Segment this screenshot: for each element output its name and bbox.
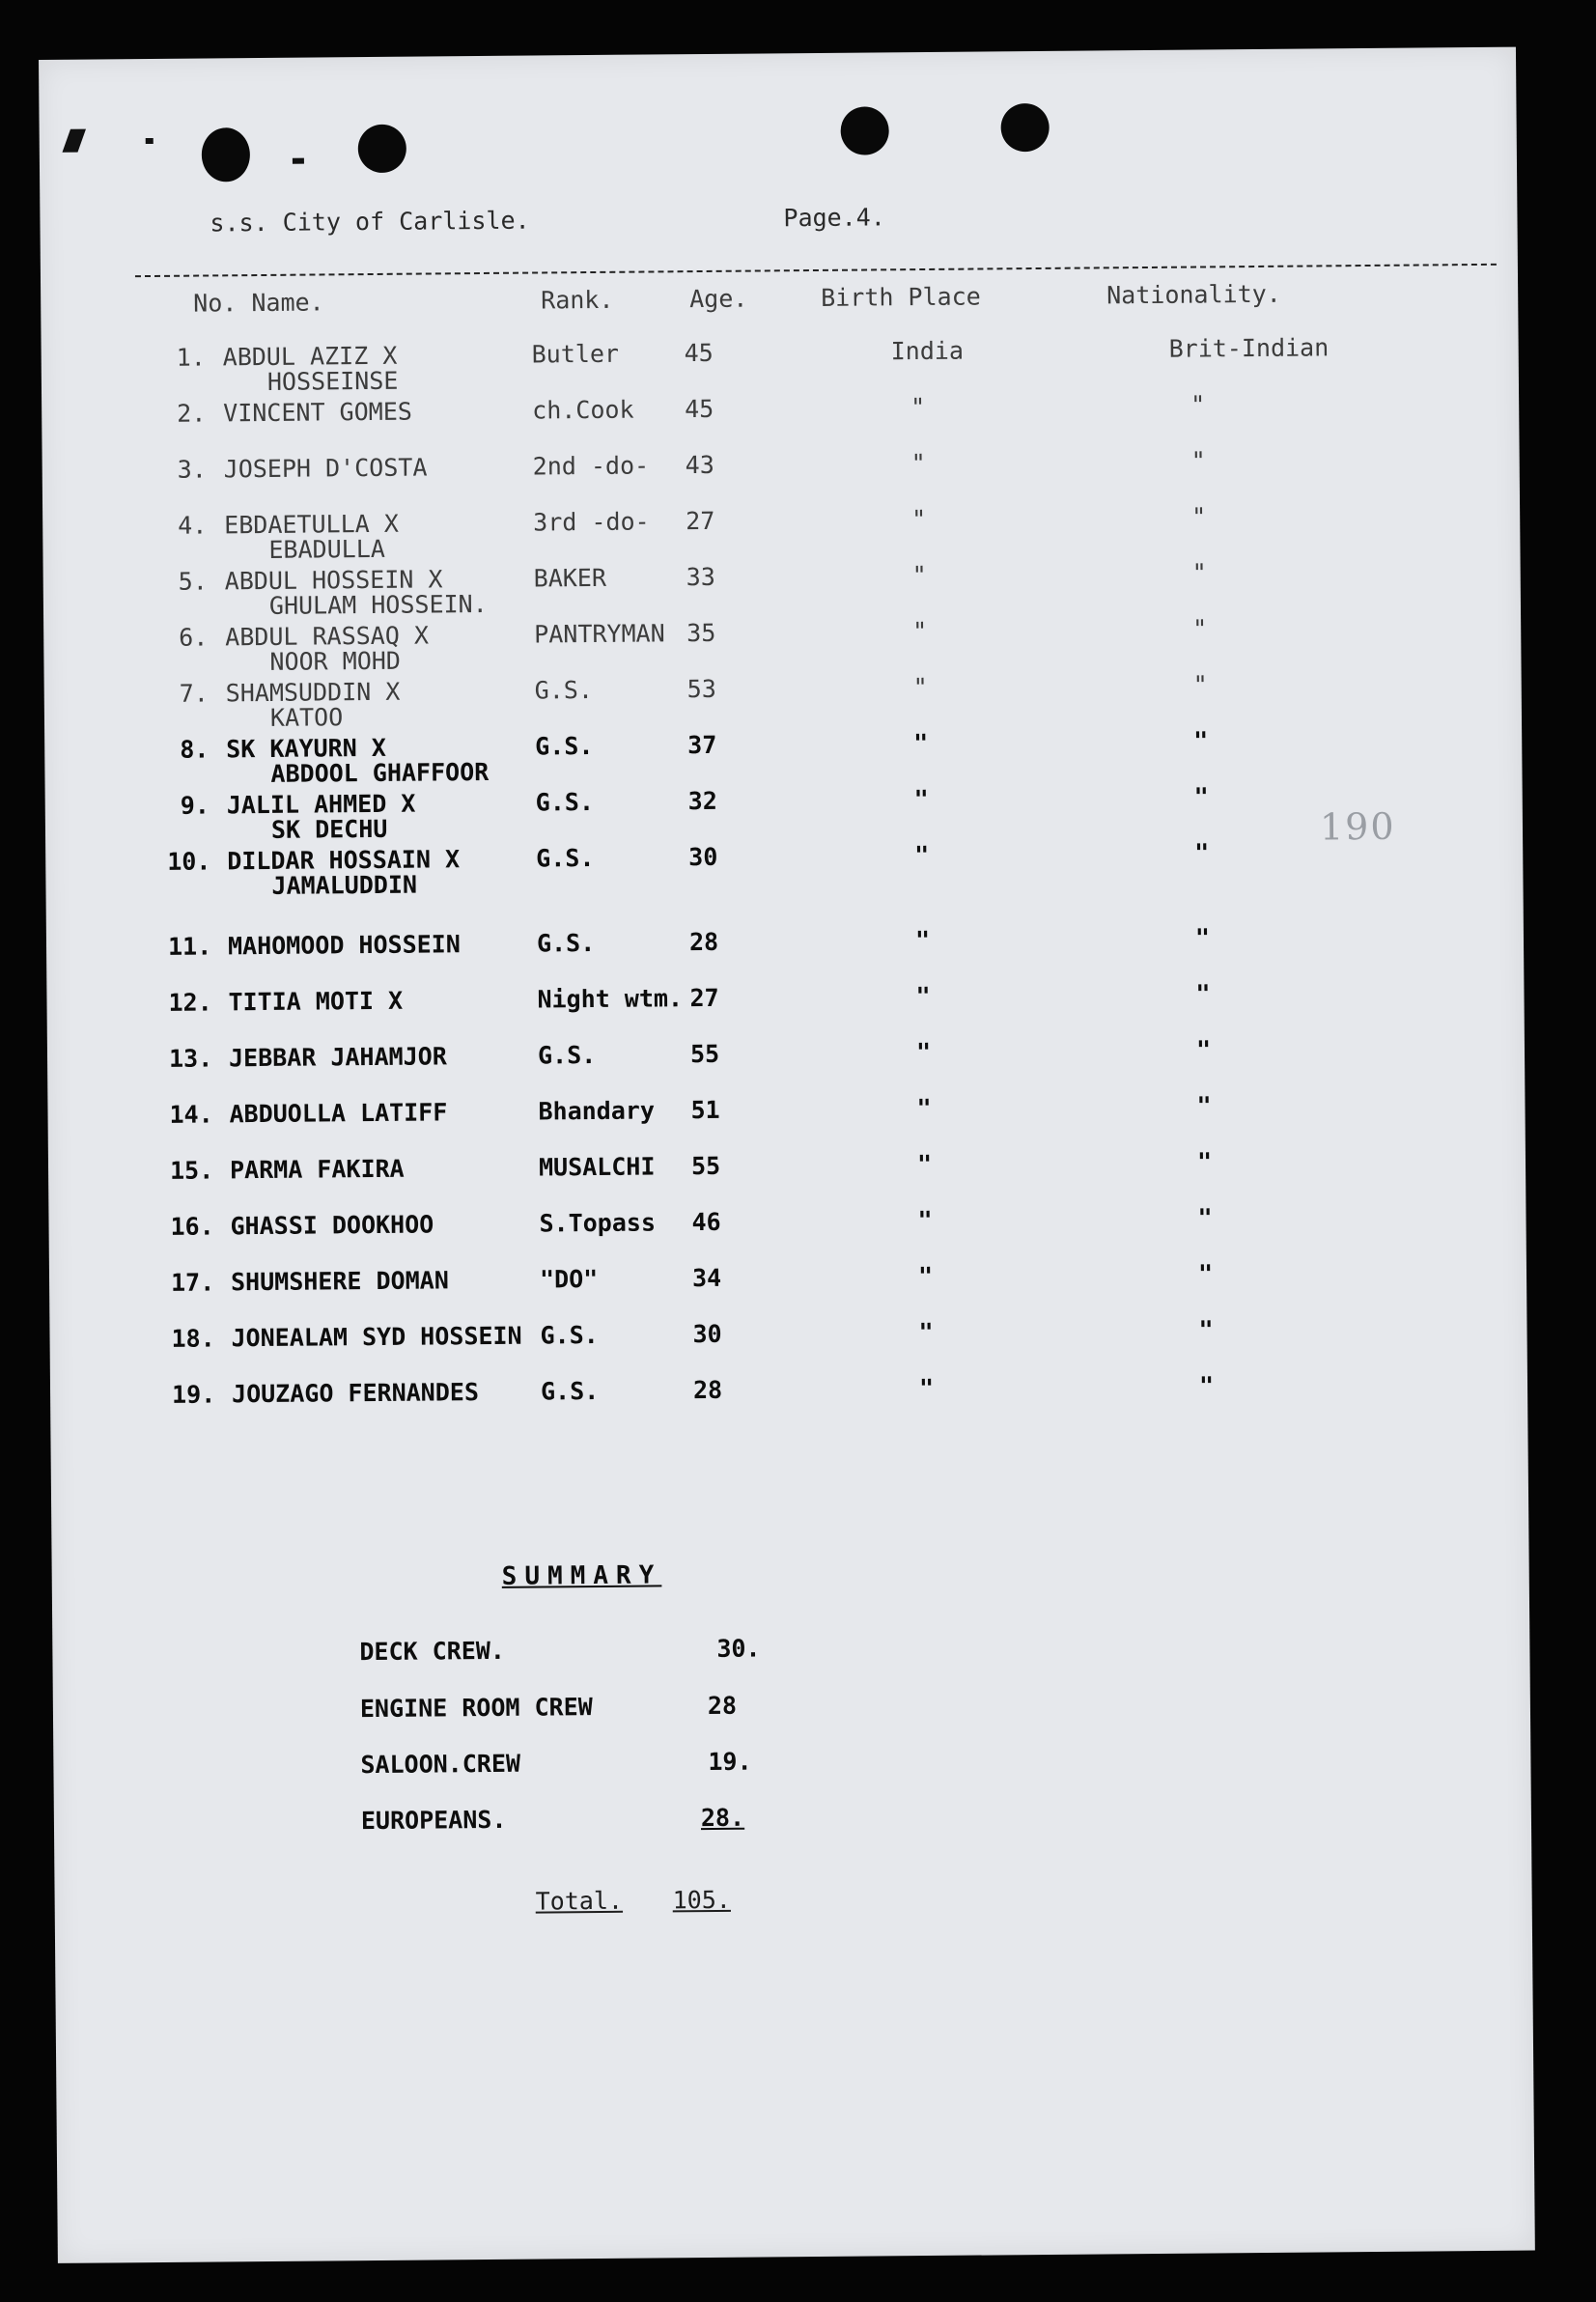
- crew-number: 5.: [178, 567, 208, 596]
- crew-nationality: ": [1190, 390, 1206, 419]
- crew-birth-place: India: [890, 336, 965, 366]
- crew-birth-place: ": [911, 504, 927, 534]
- crew-age: 53: [686, 674, 716, 704]
- crew-name: JONEALAM SYD HOSSEIN: [231, 1321, 522, 1353]
- crew-age: 45: [684, 338, 714, 368]
- crew-nationality: ": [1190, 446, 1206, 475]
- crew-birth-place: ": [913, 728, 929, 758]
- crew-name: JEBBAR JAHAMJOR: [228, 1042, 447, 1073]
- crew-nationality: ": [1197, 1259, 1214, 1288]
- crew-age: 30: [688, 842, 718, 872]
- crew-birth-place: ": [912, 672, 928, 702]
- crew-nationality: ": [1198, 1371, 1215, 1400]
- crew-nationality: Brit-Indian: [1168, 333, 1330, 363]
- crew-number: 18.: [171, 1324, 215, 1353]
- crew-birth-place: ": [917, 1205, 933, 1235]
- crew-age: 33: [686, 562, 715, 592]
- crew-number: 2.: [177, 399, 207, 428]
- crew-nationality: ": [1194, 923, 1211, 952]
- crew-age: 27: [686, 506, 715, 536]
- crew-age: 51: [690, 1095, 720, 1125]
- crew-name: ABDUL RASSAQ X: [225, 621, 430, 652]
- crew-birth-place: ": [910, 448, 926, 478]
- summary-total-value: 105.: [672, 1885, 731, 1915]
- crew-rank: ch.Cook: [532, 395, 634, 425]
- crew-number: 8.: [180, 735, 210, 764]
- crew-name-alias: SK DECHU: [270, 814, 388, 844]
- crew-rank: 2nd -do-: [532, 451, 650, 481]
- crew-rank: MUSALCHI: [538, 1152, 656, 1182]
- crew-age: 43: [685, 450, 714, 480]
- crew-rank: Bhandary: [538, 1096, 656, 1126]
- crew-birth-place: ": [916, 1093, 932, 1123]
- summary-row: [53, 1685, 1530, 1736]
- crew-rank: Night wtm.: [537, 984, 684, 1014]
- crew-birth-place: ": [913, 784, 929, 814]
- punch-hole: [202, 127, 250, 182]
- crew-name-alias: HOSSEINSE: [266, 366, 399, 396]
- crew-nationality: ": [1194, 838, 1210, 867]
- crew-birth-place: ": [915, 981, 931, 1011]
- page-label: Page.4.: [783, 203, 885, 233]
- crew-number: 14.: [169, 1100, 213, 1129]
- summary-value: 19.: [708, 1747, 752, 1777]
- crew-rank: G.S.: [536, 929, 596, 958]
- crew-birth-place: ": [910, 393, 926, 422]
- summary-row: [54, 1797, 1531, 1848]
- crew-number: 19.: [171, 1380, 216, 1409]
- crew-rank: Butler: [531, 339, 620, 369]
- crew-name: MAHOMOOD HOSSEIN: [227, 930, 461, 961]
- crew-age: 55: [689, 1039, 720, 1069]
- crew-name: JOSEPH D'COSTA: [223, 453, 428, 484]
- crew-rank: S.Topass: [539, 1208, 657, 1238]
- crew-nationality: ": [1193, 782, 1209, 811]
- crew-age: 46: [691, 1207, 721, 1237]
- crew-birth-place: ": [914, 840, 930, 870]
- crew-nationality: ": [1193, 726, 1209, 755]
- crew-age: 28: [692, 1375, 723, 1405]
- crew-name-alias: GHULAM HOSSEIN.: [268, 589, 488, 620]
- crew-age: 45: [685, 394, 714, 424]
- crew-birth-place: ": [912, 616, 928, 646]
- crew-number: 10.: [167, 847, 211, 876]
- crew-nationality: ": [1198, 1315, 1214, 1344]
- crew-age: 34: [691, 1263, 722, 1293]
- punch-hole: [358, 125, 406, 173]
- crew-rank: BAKER: [533, 563, 607, 593]
- crew-number: 3.: [177, 455, 207, 484]
- crew-name: TITIA MOTI X: [228, 986, 404, 1017]
- crew-name: ABDUOLLA LATIFF: [229, 1098, 448, 1129]
- summary-label: DECK CREW.: [359, 1636, 506, 1667]
- col-header-nationality: Nationality.: [1106, 279, 1281, 310]
- crew-name: JALIL AHMED X: [226, 789, 416, 820]
- header-rule: [135, 264, 1497, 277]
- col-header-no-name: No. Name.: [193, 288, 324, 318]
- crew-age: 32: [687, 786, 717, 816]
- crew-age: 30: [692, 1319, 722, 1349]
- crew-birth-place: ": [917, 1261, 934, 1291]
- crew-nationality: ": [1196, 1147, 1213, 1176]
- crew-number: 4.: [178, 511, 208, 540]
- punch-hole: [1000, 103, 1049, 152]
- crew-rank: G.S.: [535, 788, 595, 817]
- summary-value: 28.: [700, 1803, 745, 1833]
- crew-nationality: ": [1192, 614, 1208, 643]
- crew-rank: 3rd -do-: [533, 507, 650, 537]
- crew-birth-place: ": [918, 1317, 934, 1347]
- summary-value: 28: [707, 1691, 738, 1721]
- document-page: [39, 47, 1535, 2263]
- crew-birth-place: ": [914, 925, 931, 955]
- crew-age: 35: [686, 618, 716, 648]
- crew-nationality: ": [1195, 1035, 1212, 1064]
- ink-speck: [146, 138, 154, 144]
- crew-name-alias: EBADULLA: [268, 534, 385, 564]
- crew-rank: G.S.: [537, 1041, 597, 1070]
- crew-name: JOUZAGO FERNANDES: [231, 1378, 480, 1409]
- crew-age: 27: [689, 983, 719, 1013]
- crew-name: VINCENT GOMES: [223, 397, 412, 428]
- crew-name: SHAMSUDDIN X: [225, 677, 401, 708]
- crew-rank: G.S.: [536, 844, 595, 873]
- crew-name: ABDUL AZIZ X: [222, 341, 398, 372]
- crew-rank: G.S.: [534, 676, 594, 705]
- summary-row: [52, 1628, 1529, 1679]
- crew-number: 16.: [170, 1212, 214, 1241]
- crew-name-alias: NOOR MOHD: [269, 646, 402, 676]
- crew-rank: "DO": [539, 1264, 599, 1294]
- summary-label: EUROPEANS.: [360, 1805, 507, 1836]
- crew-name: SK KAYURN X: [226, 733, 386, 764]
- crew-name-alias: JAMALUDDIN: [271, 870, 418, 900]
- crew-name: SHUMSHERE DOMAN: [230, 1266, 449, 1297]
- crew-number: 7.: [179, 679, 209, 708]
- crew-rank: PANTRYMAN: [534, 619, 665, 649]
- crew-number: 17.: [170, 1268, 215, 1297]
- ink-speck: [62, 129, 86, 153]
- crew-nationality: ": [1191, 558, 1207, 587]
- ink-speck: [293, 158, 304, 164]
- summary-row: [53, 1741, 1530, 1792]
- crew-number: 13.: [168, 1044, 213, 1073]
- col-header-age: Age.: [689, 284, 748, 314]
- summary-label: ENGINE ROOM CREW: [359, 1693, 593, 1724]
- crew-nationality: ": [1195, 979, 1211, 1008]
- crew-name: EBDAETULLA X: [224, 509, 399, 540]
- crew-row: [50, 1370, 1527, 1439]
- crew-birth-place: ": [916, 1149, 933, 1179]
- crew-nationality: ": [1196, 1091, 1212, 1120]
- crew-name: DILDAR HOSSAIN X: [227, 845, 461, 876]
- crew-number: 6.: [179, 623, 209, 652]
- crew-rank: G.S.: [535, 732, 594, 761]
- crew-name: ABDUL HOSSEIN X: [224, 565, 443, 596]
- col-header-birth-place: Birth Place: [821, 282, 981, 312]
- crew-nationality: ": [1192, 670, 1208, 699]
- punch-hole: [840, 106, 888, 154]
- crew-number: 15.: [169, 1156, 214, 1185]
- summary-title: SUMMARY: [501, 1560, 662, 1591]
- crew-number: 11.: [167, 932, 212, 961]
- crew-age: 55: [690, 1151, 721, 1181]
- crew-birth-place: ": [911, 560, 927, 590]
- crew-rank: G.S.: [540, 1376, 600, 1406]
- crew-number: 9.: [180, 791, 210, 820]
- crew-name: PARMA FAKIRA: [229, 1154, 405, 1185]
- crew-number: 1.: [176, 343, 206, 372]
- summary-total-label: Total.: [535, 1886, 624, 1916]
- crew-name: GHASSI DOOKHOO: [230, 1210, 434, 1241]
- crew-name-alias: ABDOOL GHAFFOOR: [270, 757, 490, 788]
- summary-value: 30.: [716, 1634, 761, 1663]
- ship-title: s.s. City of Carlisle.: [210, 206, 530, 238]
- crew-age: 28: [688, 927, 719, 957]
- archive-stamp-number: 190: [1319, 804, 1396, 849]
- crew-nationality: ": [1197, 1203, 1213, 1232]
- crew-birth-place: ": [918, 1373, 935, 1403]
- crew-nationality: ": [1191, 502, 1207, 531]
- crew-row: [45, 837, 1523, 906]
- crew-rank: G.S.: [540, 1320, 599, 1350]
- crew-number: 12.: [168, 988, 212, 1017]
- summary-label: SALOON.CREW: [360, 1749, 521, 1780]
- crew-name-alias: KATOO: [269, 703, 344, 732]
- crew-birth-place: ": [915, 1037, 932, 1067]
- crew-age: 37: [687, 730, 717, 760]
- col-header-rank: Rank.: [541, 285, 614, 315]
